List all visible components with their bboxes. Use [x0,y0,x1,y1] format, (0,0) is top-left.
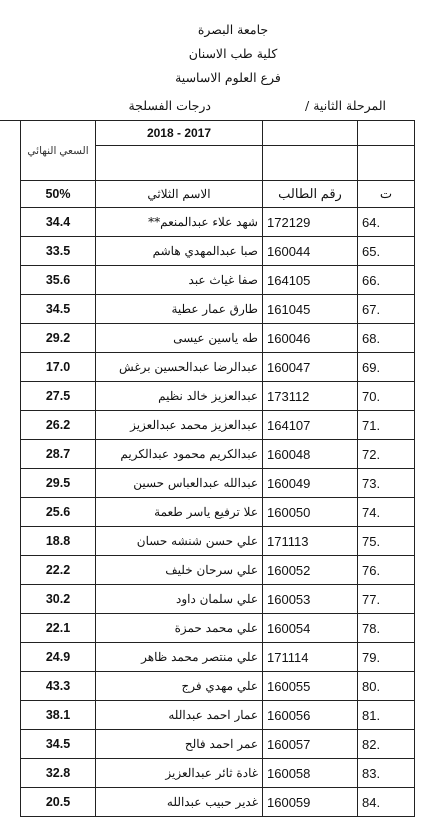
blank-cell [263,146,358,181]
final-score: 43.3 [21,672,96,701]
student-name: طه ياسين عيسى [96,324,263,353]
table-row [21,701,415,730]
student-id: 160059 [263,788,358,817]
final-score: 22.1 [21,614,96,643]
table-row [21,614,415,643]
student-id: 160049 [263,469,358,498]
student-id: 173112 [263,382,358,411]
final-score: 38.1 [21,701,96,730]
student-name: شهد علاء عبدالمنعم** [96,208,263,237]
table-row [21,585,415,614]
year-row [21,121,415,146]
student-id: 160055 [263,672,358,701]
student-name: عبدالرضا عبدالحسين برغش [96,353,263,382]
final-score: 25.6 [21,498,96,527]
student-id: 161045 [263,295,358,324]
col-final-percent: 50% [21,181,96,208]
row-number: 78. [358,614,415,643]
final-score: 17.0 [21,353,96,382]
table-row [21,353,415,382]
student-id: 160052 [263,556,358,585]
col-name: الاسم الثلاثي [96,181,263,208]
final-score: 29.5 [21,469,96,498]
row-number: 73. [358,469,415,498]
table-row [21,295,415,324]
subject-title: درجات الفسلجة [128,98,211,113]
final-score: 20.5 [21,788,96,817]
student-id: 172129 [263,208,358,237]
final-score: 24.9 [21,643,96,672]
student-id: 160054 [263,614,358,643]
row-number: 75. [358,527,415,556]
row-number: 69. [358,353,415,382]
table-row [21,440,415,469]
row-number: 72. [358,440,415,469]
table-row [21,469,415,498]
row-number: 74. [358,498,415,527]
student-name: صفا غياث عبد [96,266,263,295]
final-score: 30.2 [21,585,96,614]
row-number: 64. [358,208,415,237]
student-name: علا ترفيع ياسر طعمة [96,498,263,527]
table-row [21,266,415,295]
student-id: 160056 [263,701,358,730]
row-number: 77. [358,585,415,614]
table-row [21,411,415,440]
college-name: كلية طب الاسنان [188,46,278,61]
row-number: 83. [358,759,415,788]
student-name: عبدالله عبدالعباس حسين [96,469,263,498]
final-score-header: السعي النهائي [21,121,96,181]
student-id: 160047 [263,353,358,382]
student-name: طارق عمار عطية [96,295,263,324]
student-name: علي محمد حمزة [96,614,263,643]
blank-cell [358,146,415,181]
final-score: 18.8 [21,527,96,556]
student-name: غادة ثائر عبدالعزيز [96,759,263,788]
table-row [21,788,415,817]
student-name: علي مهدي فرج [96,672,263,701]
table-row [21,556,415,585]
row-number: 71. [358,411,415,440]
row-number: 82. [358,730,415,759]
left-margin-column [0,120,20,785]
col-student-id: رقم الطالب [263,181,358,208]
academic-year: 2017 - 2018 [96,121,263,146]
student-id: 164107 [263,411,358,440]
student-id: 160057 [263,730,358,759]
table-row [21,208,415,237]
final-score: 26.2 [21,411,96,440]
final-score: 29.2 [21,324,96,353]
branch-name: فرع العلوم الاساسية [175,70,281,85]
student-id: 160058 [263,759,358,788]
student-name: غدير حبيب عبدالله [96,788,263,817]
final-score: 32.8 [21,759,96,788]
table-row [21,730,415,759]
student-id: 160053 [263,585,358,614]
row-number: 80. [358,672,415,701]
student-name: علي حسن شنشه حسان [96,527,263,556]
table-row [21,324,415,353]
table-row [21,527,415,556]
student-name: عبدالكريم محمود عبدالكريم [96,440,263,469]
student-name: عبدالعزيز خالد نظيم [96,382,263,411]
row-number: 68. [358,324,415,353]
student-name: علي سرحان خليف [96,556,263,585]
final-score: 28.7 [21,440,96,469]
final-score: 33.5 [21,237,96,266]
row-number: 79. [358,643,415,672]
student-name: علي سلمان داود [96,585,263,614]
final-score: 27.5 [21,382,96,411]
student-id: 171114 [263,643,358,672]
final-score: 34.5 [21,295,96,324]
table-row [21,672,415,701]
row-number: 67. [358,295,415,324]
student-id: 160048 [263,440,358,469]
student-name: صبا عبدالمهدي هاشم [96,237,263,266]
row-number: 65. [358,237,415,266]
blank-cell [263,121,358,146]
stage-label: المرحلة الثانية / [305,98,386,113]
student-id: 164105 [263,266,358,295]
row-number: 84. [358,788,415,817]
table-row [21,237,415,266]
university-name: جامعة البصرة [197,22,269,37]
student-id: 171113 [263,527,358,556]
student-id: 160050 [263,498,358,527]
col-number: ت [358,181,415,208]
student-name: عمر احمد فالح [96,730,263,759]
column-header-row [21,181,415,208]
grades-table [20,120,415,817]
student-name: عبدالعزيز محمد عبدالعزيز [96,411,263,440]
blank-cell [96,146,263,181]
row-number: 81. [358,701,415,730]
final-score: 22.2 [21,556,96,585]
student-id: 160046 [263,324,358,353]
final-score: 34.5 [21,730,96,759]
row-number: 66. [358,266,415,295]
row-number: 70. [358,382,415,411]
table-row [21,643,415,672]
student-name: عمار احمد عبدالله [96,701,263,730]
row-number: 76. [358,556,415,585]
blank-cell [358,121,415,146]
table-row [21,498,415,527]
table-row [21,759,415,788]
table-row [21,382,415,411]
student-id: 160044 [263,237,358,266]
student-name: علي منتصر محمد ظاهر [96,643,263,672]
final-score: 34.4 [21,208,96,237]
final-score: 35.6 [21,266,96,295]
